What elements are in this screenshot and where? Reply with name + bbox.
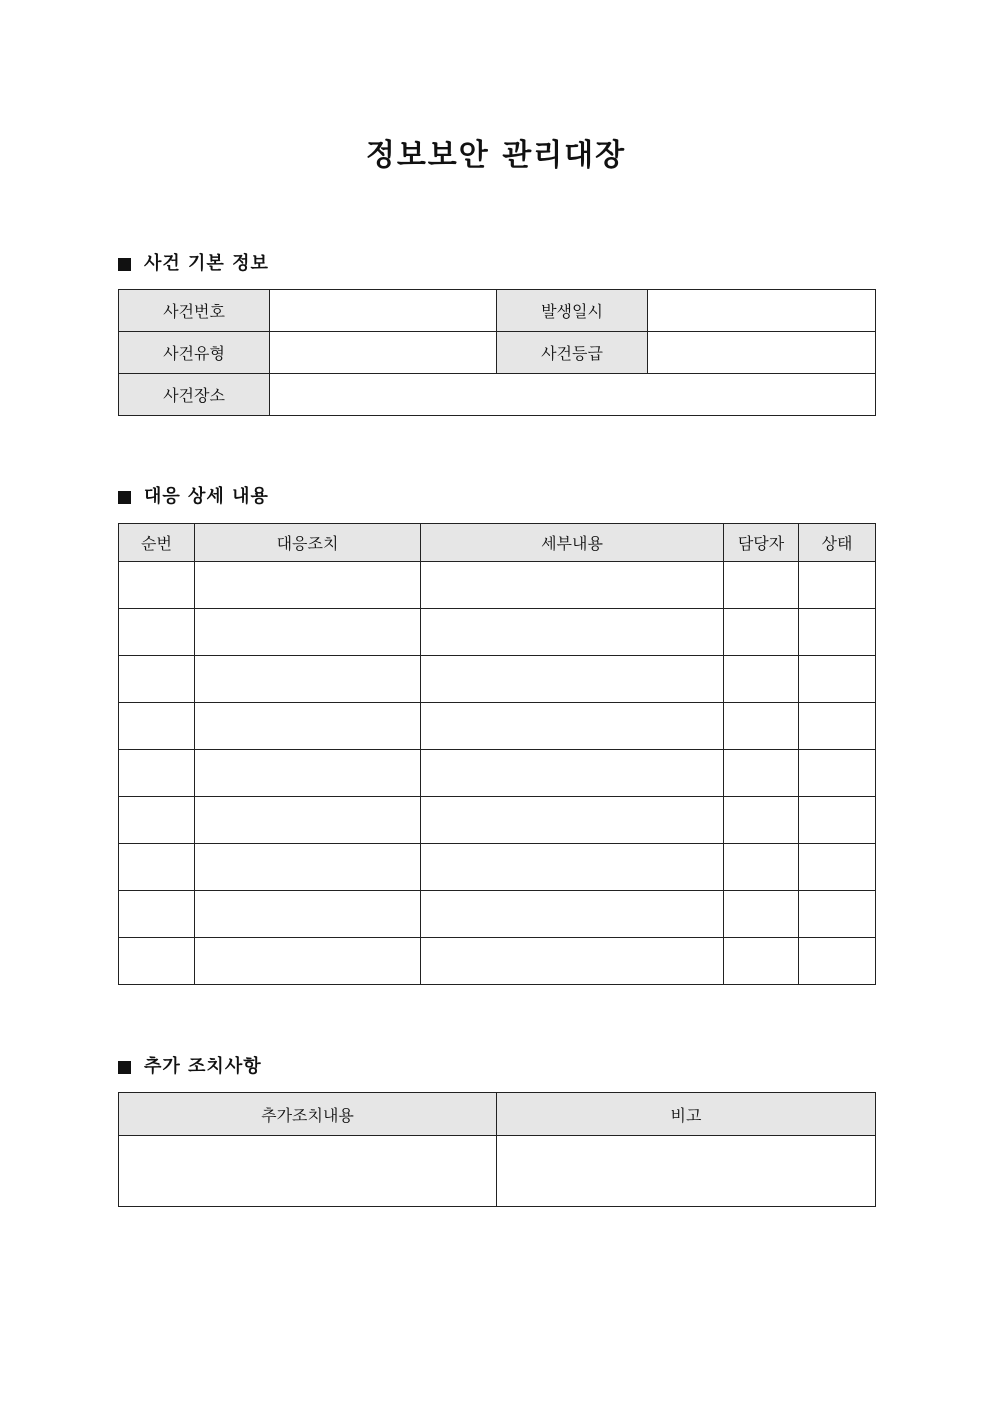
cell-remarks[interactable] — [497, 1136, 876, 1207]
cell-owner[interactable] — [724, 562, 799, 609]
table-row — [119, 1136, 876, 1207]
occurred-at-label: 발생일시 — [497, 290, 648, 332]
cell-detail[interactable] — [421, 844, 724, 891]
column-header-owner: 담당자 — [724, 524, 799, 562]
cell-owner[interactable] — [724, 750, 799, 797]
cell-detail[interactable] — [421, 797, 724, 844]
cell-owner[interactable] — [724, 938, 799, 985]
cell-owner[interactable] — [724, 891, 799, 938]
case-grade-field[interactable] — [648, 332, 876, 374]
cell-status[interactable] — [799, 797, 876, 844]
case-location-field[interactable] — [270, 374, 876, 416]
cell-status[interactable] — [799, 562, 876, 609]
column-header-additional-action: 추가조치내용 — [119, 1093, 497, 1136]
table-header-row — [119, 1093, 876, 1136]
case-type-field[interactable] — [270, 332, 497, 374]
cell-owner[interactable] — [724, 797, 799, 844]
cell-seq[interactable] — [119, 609, 195, 656]
cell-action[interactable] — [195, 938, 421, 985]
cell-detail[interactable] — [421, 562, 724, 609]
square-bullet-icon — [118, 491, 131, 504]
table-row — [119, 656, 876, 703]
cell-status[interactable] — [799, 938, 876, 985]
cell-action[interactable] — [195, 750, 421, 797]
square-bullet-icon — [118, 1061, 131, 1074]
section-heading-basic-info — [118, 252, 269, 276]
cell-action[interactable] — [195, 562, 421, 609]
cell-status[interactable] — [799, 750, 876, 797]
cell-status[interactable] — [799, 844, 876, 891]
cell-owner[interactable] — [724, 703, 799, 750]
column-header-action: 대응조치 — [195, 524, 421, 562]
section-heading-label: 추가 조치사항 — [144, 1056, 262, 1077]
column-header-status: 상태 — [799, 524, 876, 562]
cell-action[interactable] — [195, 844, 421, 891]
cell-detail[interactable] — [421, 891, 724, 938]
response-details-table — [118, 523, 876, 985]
cell-action[interactable] — [195, 703, 421, 750]
cell-seq[interactable] — [119, 562, 195, 609]
cell-owner[interactable] — [724, 656, 799, 703]
cell-seq[interactable] — [119, 656, 195, 703]
case-grade-label: 사건등급 — [497, 332, 648, 374]
column-header-remarks: 비고 — [497, 1093, 876, 1136]
cell-additional-action[interactable] — [119, 1136, 497, 1207]
additional-actions-table — [118, 1092, 876, 1207]
table-header-row — [119, 524, 876, 562]
section-heading-additional-actions — [118, 1055, 262, 1079]
cell-detail[interactable] — [421, 703, 724, 750]
section-heading-response-details — [118, 485, 269, 509]
table-row — [119, 609, 876, 656]
cell-owner[interactable] — [724, 609, 799, 656]
case-type-label: 사건유형 — [119, 332, 270, 374]
column-header-seq: 순번 — [119, 524, 195, 562]
table-row — [119, 290, 876, 332]
section-heading-label: 대응 상세 내용 — [144, 486, 269, 507]
cell-status[interactable] — [799, 703, 876, 750]
section-heading-label: 사건 기본 정보 — [144, 253, 269, 274]
table-row — [119, 844, 876, 891]
cell-seq[interactable] — [119, 750, 195, 797]
occurred-at-field[interactable] — [648, 290, 876, 332]
table-row — [119, 750, 876, 797]
cell-seq[interactable] — [119, 844, 195, 891]
square-bullet-icon — [118, 258, 131, 271]
cell-status[interactable] — [799, 656, 876, 703]
column-header-detail: 세부내용 — [421, 524, 724, 562]
case-number-field[interactable] — [270, 290, 497, 332]
table-row — [119, 374, 876, 416]
page-title: 정보보안 관리대장 — [365, 138, 627, 173]
cell-detail[interactable] — [421, 656, 724, 703]
table-row — [119, 797, 876, 844]
cell-action[interactable] — [195, 891, 421, 938]
cell-seq[interactable] — [119, 938, 195, 985]
table-row — [119, 562, 876, 609]
table-row — [119, 891, 876, 938]
cell-seq[interactable] — [119, 703, 195, 750]
cell-action[interactable] — [195, 609, 421, 656]
table-row — [119, 332, 876, 374]
table-row — [119, 938, 876, 985]
basic-info-table — [118, 289, 876, 416]
cell-owner[interactable] — [724, 844, 799, 891]
case-location-label: 사건장소 — [119, 374, 270, 416]
table-row — [119, 703, 876, 750]
cell-action[interactable] — [195, 797, 421, 844]
cell-seq[interactable] — [119, 797, 195, 844]
cell-detail[interactable] — [421, 938, 724, 985]
cell-seq[interactable] — [119, 891, 195, 938]
cell-status[interactable] — [799, 609, 876, 656]
cell-detail[interactable] — [421, 609, 724, 656]
cell-detail[interactable] — [421, 750, 724, 797]
case-number-label: 사건번호 — [119, 290, 270, 332]
cell-action[interactable] — [195, 656, 421, 703]
cell-status[interactable] — [799, 891, 876, 938]
